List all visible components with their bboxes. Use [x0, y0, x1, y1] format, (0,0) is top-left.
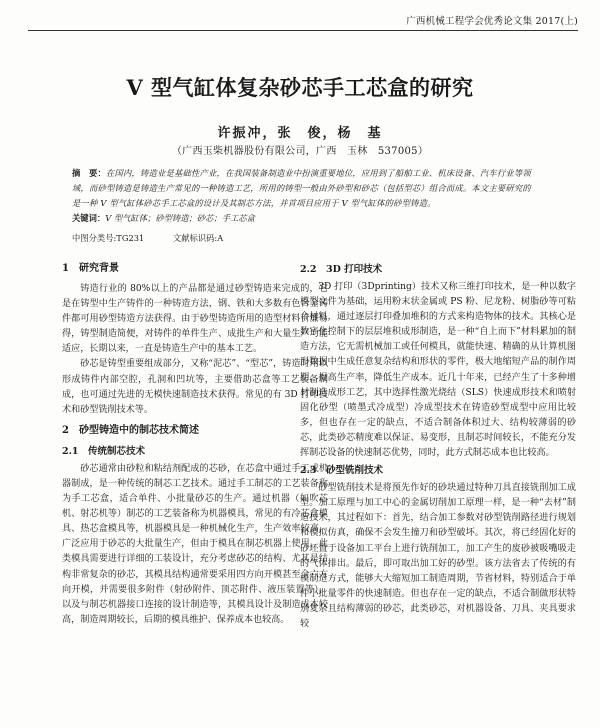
- subsection-heading: 2.3 砂型铣削技术: [300, 465, 384, 477]
- abstract-text: 在国内，铸造业是基础性产业，在我国装备制造业中扮演重要地位，应用到了船舶工业、机床设备、汽车行业等领域，而砂型铸造是铸造生产常见的一种铸造工艺，所用的铸型一般由外砂型和砂芯（包括型芯）组合而成。本文主要研究的是一种 V 型气缸体砂芯手工芯盒的设计及其制芯方法，并首项目应用于 V 型气缸体的砂型铸造。: [72, 168, 531, 208]
- paragraph: 砂型铣削技术是将预先作好的砂块通过特种刀具直接铣削加工成型。加工原理与加工中心的金属切削加工原理一样，是一种“去材”制造技术，其过程如下：首先，结合加工参数对砂型铣削路径进行规划和模拟仿真，确保不会发生撞刀和砂型破坏。其次，将已经固化好的砂坯置于设备加工平台上进行铣削加工，加工产生的废砂被吸嘴吸走的气体排出。最后，即可取出加工好的砂型。该方法省去了传统的有模制造方式，能够大大缩短加工制造周期，节省材料，特别适合于单件小批量零件的快速制造。但也存在一定的缺点，不适合制做形状特别复杂且结构薄弱的砂芯，此类砂芯，对机器设备、刀具、夹具要求较: [300, 483, 576, 629]
- paper-title: V 型气缸体复杂砂芯手工芯盒的研究: [126, 75, 474, 100]
- subsection-heading: 2.2 3D 打印技术: [300, 264, 383, 275]
- section-heading: 2 砂型铸造中的制芯技术简述: [62, 424, 199, 436]
- paragraph: 铸造行业的 80%以上的产品都是通过砂型铸造来完成的，它是在铸型中生产铸件的一种铸造方法，钢、铁和大多数有色合金铸件都可用砂型铸造方法获得。由于砂型铸造所用的造型材料价廉易得，铸型制造简便，对铸件的单件生产、成批生产和大量生产均能适应，长期以来，一直是铸造生产中的基本工艺。: [62, 284, 328, 355]
- subsection-heading: 2.1 传统制芯技术: [62, 445, 146, 457]
- left-column: [62, 256, 328, 628]
- paragraph: 3D 打印（3Dprinting）技术又称三维打印技术，是一种以数字模型文件为基础，运用粉末状金属或 PS 粉、尼龙粉、树脂砂等可粘合材料，通过逐层打印叠加堆积的方式来构造物体的技术。其核心是数字化控制下的层层堆积成形制造，是一种“自上而下”材料累加的制造方法，它无需机械加工或任何模具，就能快速、精确的从计算机图形数据中生成任意复杂结构和形状的零件，极大地缩短产品的制作周期，提高生产率，降低生产成本。近几十年来，已经产生了十多种增材制造成形工艺，其中选择性激光烧结（SLS）快速成形技术和喷射固化砂型（喷墨式冷成型）冷成型技术在铸造砂型成型中应用比较多，但也存在一定的缺点，不适合制备体积过大、结构较薄弱的砂芯，此类砂芯精度难以保证、易变形，且制芯时间较长，不能充分发挥制芯设备的快速制芯优势，同时，此方式制芯成本也比较高。: [300, 282, 576, 459]
- abstract-label: 摘 要：: [72, 168, 106, 178]
- abstract: [72, 166, 538, 211]
- paragraph: 砂芯是铸型重要组成部分，又称“泥芯”、“型芯”，铸造时用以形成铸件内部空腔，孔洞和凹坑等，主要借助芯盒等工艺装备制成，也可通过先进的无模快速制造技术获得。常见的有 3D 打印技术和砂型铣削技术等。: [62, 359, 328, 415]
- paper-authors: 许振冲，张 俊，杨 基: [217, 126, 383, 141]
- paper-affiliation: （广西玉柴机器股份有限公司，广西 玉林 537005）: [171, 146, 429, 157]
- right-column: [300, 260, 576, 632]
- keywords-label: 关键词：: [72, 213, 106, 223]
- document-code: 文献标识码:A: [172, 233, 224, 243]
- section-heading: 1 研究背景: [62, 263, 119, 274]
- paragraph: 砂芯通常由砂粒和粘结剂配成的芯砂，在芯盒中通过手工或机器制成，是一种传统的制芯工艺技术。通过手工制芯的工艺装备称为手工芯盒，适合单件、小批量砂芯的生产。通过机器（如吹芯机、射芯机等）制芯的工艺装备称为机器模具，常见的有冷芯盒模具、热芯盒模具等，机器模具是一种机械化生产，生产效率较高，广泛应用于砂芯的大批量生产，但由于模具在制芯机器上使用，此类模具需要进行详细的工装设计，充分考虑砂芯的结构、尤其是结构非常复杂的砂芯，其模具结构通常要采用四方向开模甚至全六方向开模，并需要很多附件（射砂附件、顶芯附件、液压装置等），以及与制芯机器接口连接的设计制造等，其模具设计及制造成本较高，制造周期较长，后期的模具维护、保养成本也较高。: [62, 463, 328, 625]
- keywords: [72, 212, 538, 225]
- running-head: 广西机械工程学会优秀论文集 2017(上): [406, 16, 578, 27]
- classification-line: [72, 232, 249, 245]
- class-number: 中图分类号:TG231: [72, 233, 145, 243]
- keywords-text: V 型气缸体；砂型铸造；砂芯；手工芯盒: [105, 213, 255, 223]
